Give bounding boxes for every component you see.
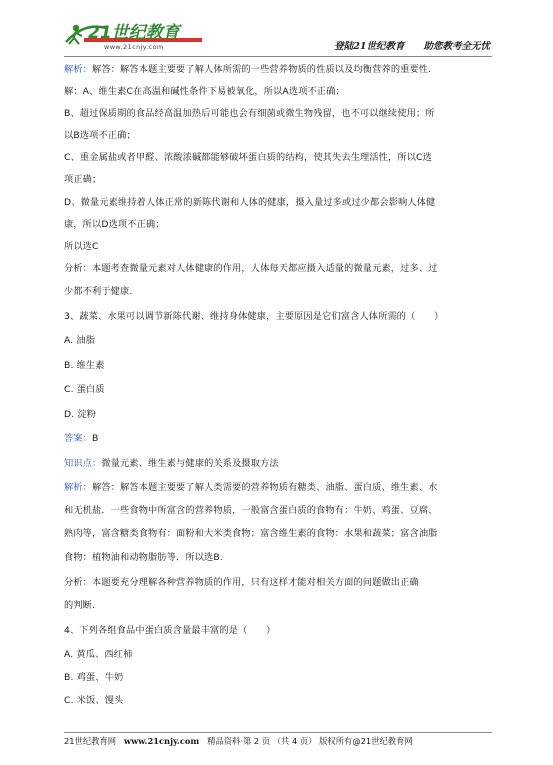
site-logo[interactable] <box>64 16 214 52</box>
text-line: 项正确； <box>64 174 102 185</box>
answer-value: B <box>92 433 99 444</box>
analysis-line-1 <box>64 64 431 76</box>
knowledge-point-line <box>64 458 279 470</box>
answer-tag: 答案： <box>64 433 93 444</box>
analysis-line <box>64 482 438 494</box>
text-line: 分析：本题考查微量元素对人体健康的作用，人体每天都应摄入适量的微量元素，过多、过 <box>64 263 438 274</box>
analysis-tag: 解析： <box>64 64 93 75</box>
text-line: D、微量元素维持着人体正常的新陈代谢和人体的健康，摄入量过多或过少都会影响人体健 <box>64 197 436 208</box>
option-c: C. 蛋白质 <box>64 384 105 395</box>
text-line: 所以选C <box>64 241 99 252</box>
option-a: A. 黄瓜、西红柿 <box>64 649 133 660</box>
footer-url-link[interactable]: www.21cnjy.com <box>123 736 200 746</box>
text-line: 少都不利于健康. <box>64 286 133 297</box>
analysis-text: 解答：解答本题主要要了解人类需要的营养物质有糖类、油脂、蛋白质、维生素、水 <box>92 482 438 493</box>
answer-line <box>64 433 98 445</box>
option-b: B. 维生素 <box>64 360 105 371</box>
knowledge-point-text: 微量元素、维生素与健康的关系及摄取方法 <box>101 458 279 469</box>
footer-page-info: 精品资料·第 2 页 （共 4 页） 版权所有@21世纪教育网 <box>207 736 413 746</box>
text-line: B、超过保质期的食品经高温加热后可能也会有细菌或微生物残留，也不可以继续使用；所 <box>64 108 435 119</box>
footer-site-name: 21世纪教育网 <box>64 736 117 746</box>
analysis-text: 解答：解答本题主要要了解人体所需的一些营养物质的性质以及均衡营养的重要性. <box>92 64 432 75</box>
text-line: 食物：植物油和动物脂肪等．所以选B. <box>64 552 223 563</box>
question-3: 3、蔬菜、水果可以调节新陈代谢、维持身体健康，主要原因是它们富含人体所需的（ ） <box>64 311 444 322</box>
header-slogan: 登陆21世纪教育 助您教考全无忧 <box>334 41 490 52</box>
text-line: C、重金属盐或者甲醛、浓酸浓碱都能够破坏蛋白质的结构，使其失去生理活性，所以C选 <box>64 152 432 163</box>
option-d: D. 淀粉 <box>64 409 97 420</box>
option-a: A. 油脂 <box>64 335 96 346</box>
logo-text: 21世纪教育 <box>88 23 180 43</box>
logo-url: www.21cnjy.com <box>104 43 164 51</box>
question-4: 4、下列各组食品中蛋白质含量最丰富的是（ ） <box>64 625 276 636</box>
knowledge-point-tag: 知识点： <box>64 458 102 469</box>
text-line: 康，所以D选项不正确； <box>64 219 165 230</box>
option-b: B. 鸡蛋、牛奶 <box>64 672 124 683</box>
text-line: 分析：本题要充分理解各种营养物质的作用，只有这样才能对相关方面的问题做出正确 <box>64 577 419 588</box>
text-line: 的判断. <box>64 600 96 611</box>
option-c: C. 米饭、馒头 <box>64 695 124 706</box>
text-line: 和无机盐．一些食物中所富含的营养物质，一般富含蛋白质的食物有：牛奶、鸡蛋、豆腐、 <box>64 505 438 516</box>
text-line: 熟肉等，富含糖类食物有：面粉和大米类食物；富含维生素的食物：水果和蔬菜；富含油脂 <box>64 528 438 539</box>
text-line: 解：A、维生素C在高温和碱性条件下易被氧化，所以A选项不正确； <box>64 86 345 97</box>
page-header <box>64 14 492 57</box>
analysis-tag: 解析： <box>64 482 93 493</box>
text-line: 以B选项不正确； <box>64 130 136 141</box>
page-footer <box>64 732 492 747</box>
